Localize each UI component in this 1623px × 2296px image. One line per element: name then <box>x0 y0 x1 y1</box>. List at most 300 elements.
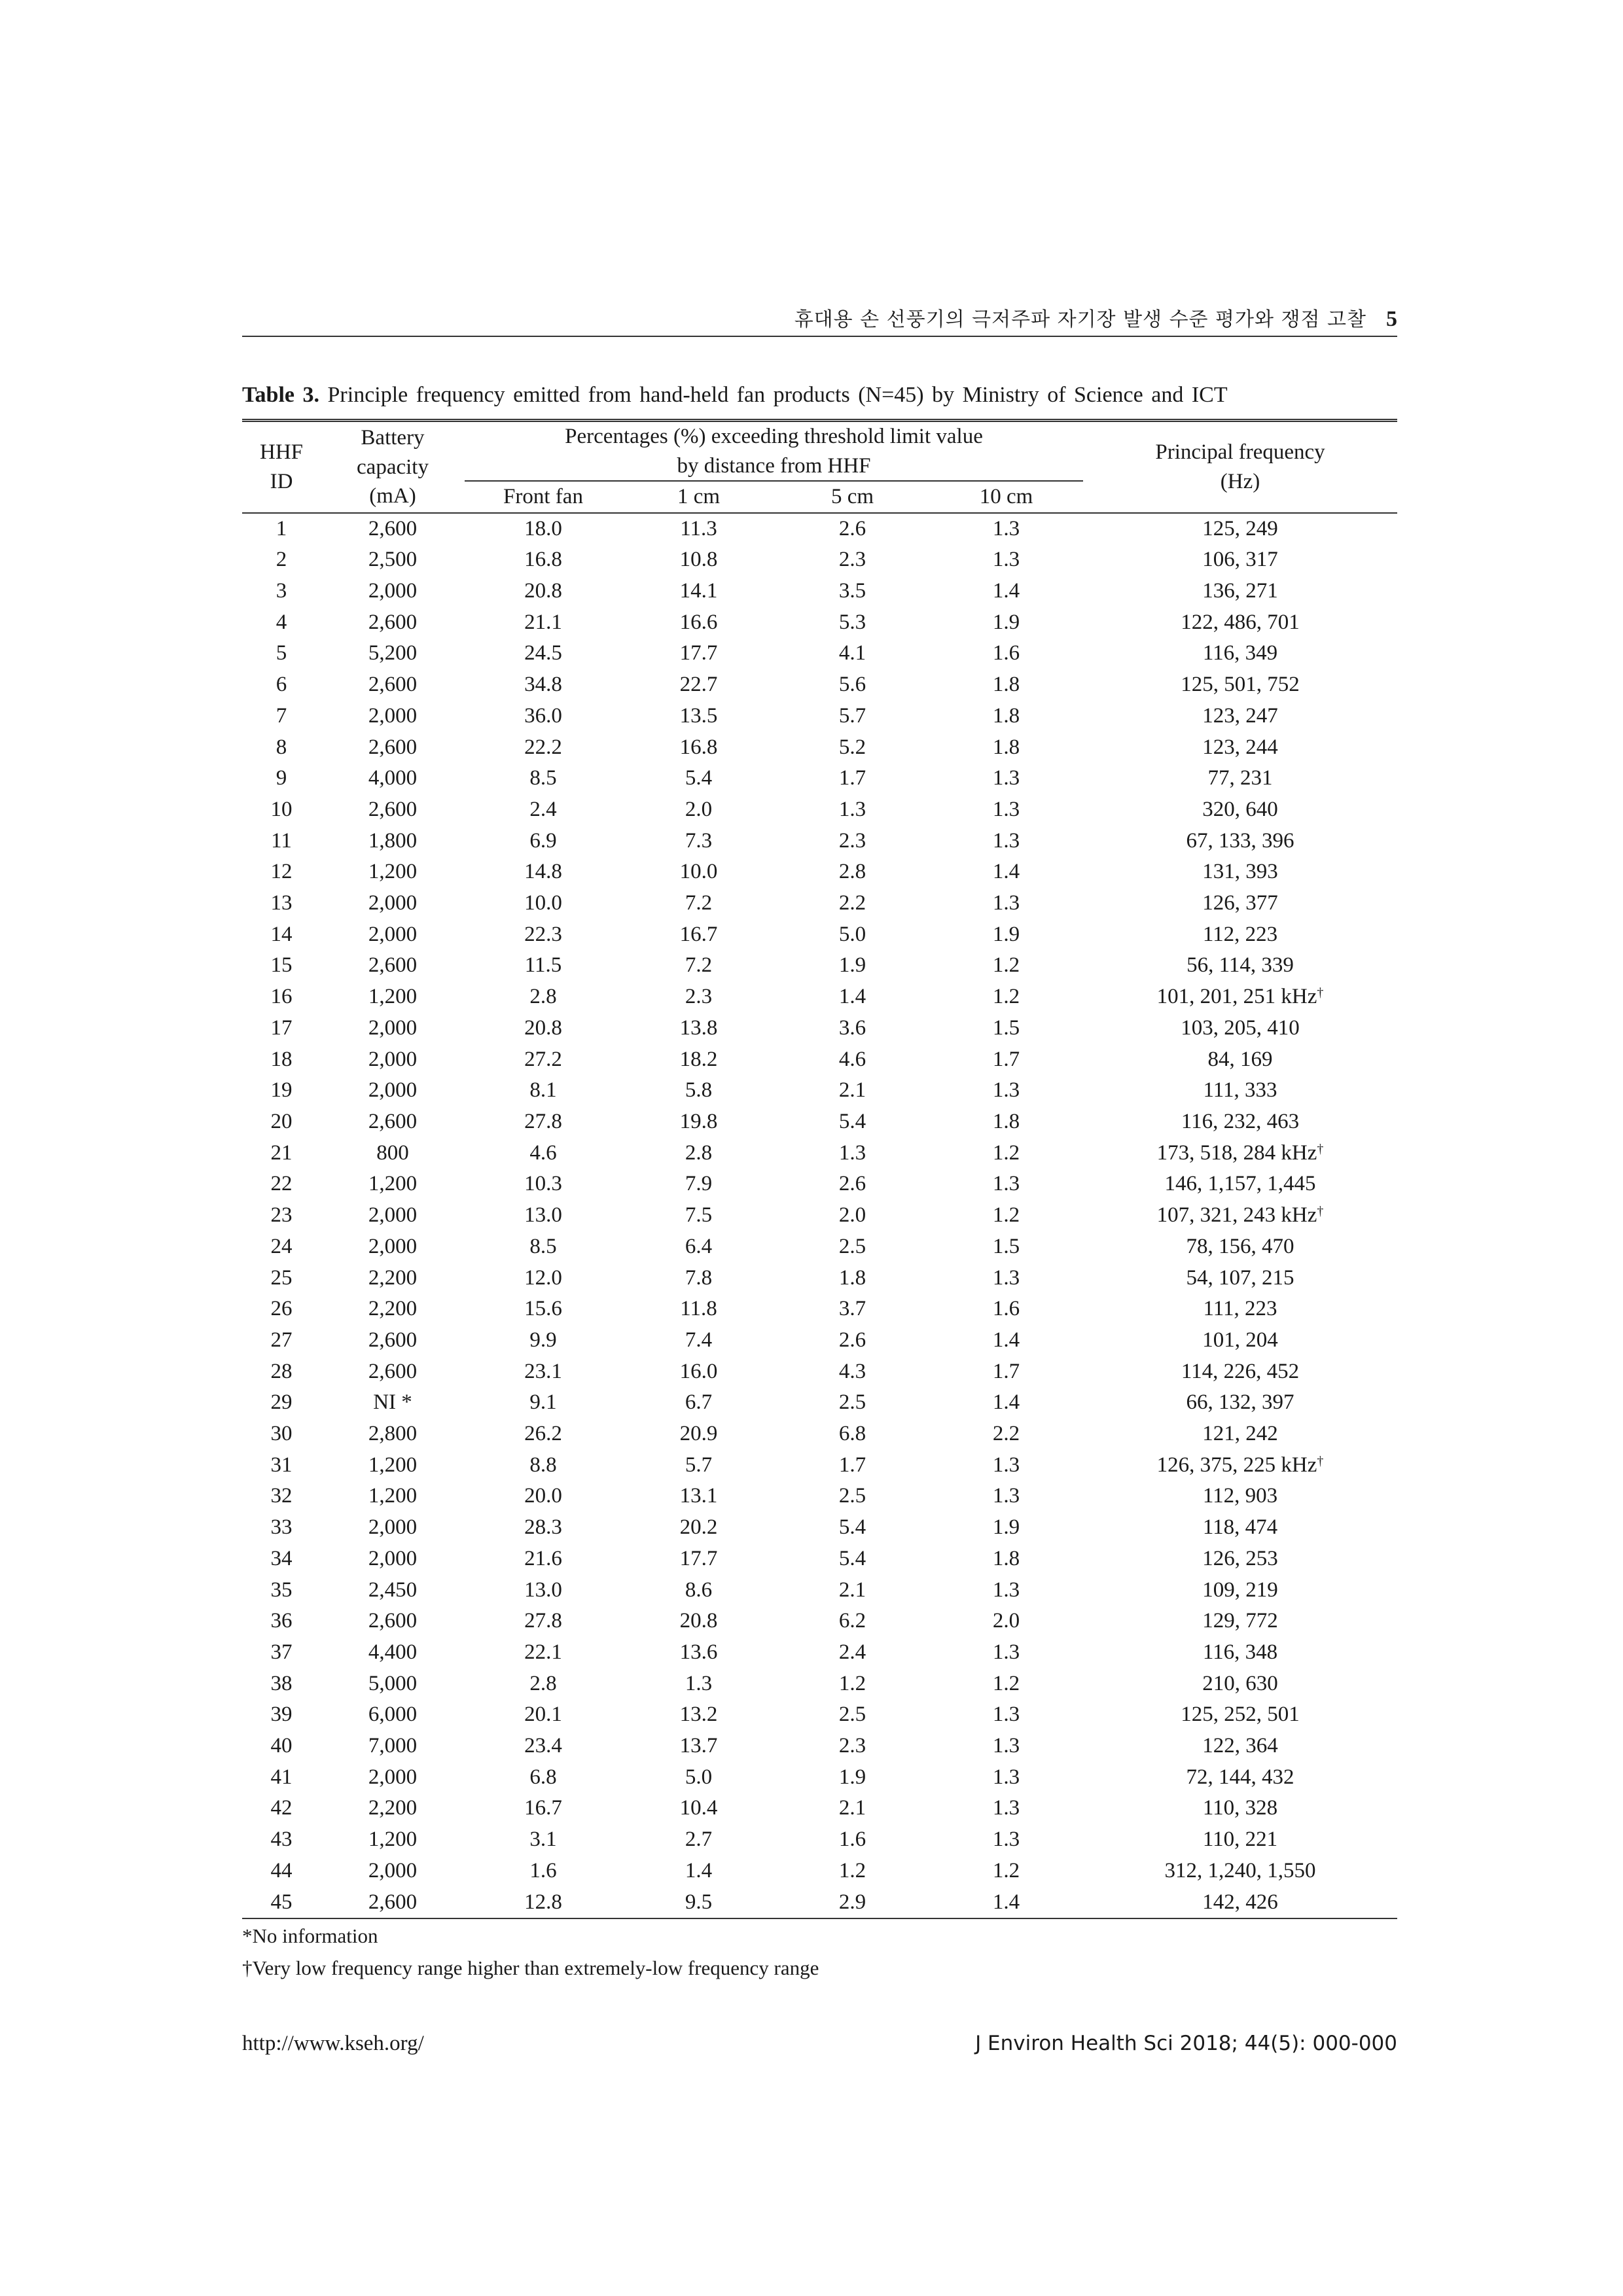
table-cell: 8.6 <box>685 1578 713 1602</box>
table-row <box>242 950 1397 981</box>
table-row <box>242 1419 1397 1450</box>
table-row <box>242 1138 1397 1169</box>
table-cell: 14.1 <box>679 579 718 603</box>
table-row <box>242 1699 1397 1731</box>
table-cell: 7.2 <box>685 953 713 978</box>
table-cell: 1.3 <box>992 1453 1020 1477</box>
table-cell: NI * <box>373 1390 412 1415</box>
table-cell: 4 <box>276 610 287 634</box>
table-cell: 1.2 <box>992 1140 1020 1165</box>
table-row <box>242 1013 1397 1044</box>
table-cell: 18 <box>270 1047 293 1071</box>
table-cell: 13.2 <box>679 1703 718 1727</box>
table-cell: 2.0 <box>992 1609 1020 1633</box>
table-cell: 2.4 <box>838 1640 866 1664</box>
table-cell: 2.8 <box>529 985 557 1009</box>
table-cell: 6.2 <box>838 1609 866 1633</box>
note-dagger: †Very low frequency range higher than extremely-low frequency range <box>242 1956 819 1980</box>
table-cell: 5.7 <box>685 1453 713 1477</box>
table-cell: 1.4 <box>992 1328 1020 1352</box>
table-cell: 2.5 <box>838 1484 866 1508</box>
table-cell: 21.6 <box>524 1546 562 1570</box>
table-cell: 1,200 <box>368 860 418 884</box>
table-cell: 5.2 <box>838 735 866 759</box>
table-cell: 110, 221 <box>1202 1828 1278 1852</box>
table-cell: 1.3 <box>685 1671 713 1695</box>
dagger-mark: † <box>1317 1141 1324 1156</box>
table-cell: 7.5 <box>685 1203 713 1227</box>
table-cell: 6.7 <box>685 1390 713 1415</box>
table-cell: 2,000 <box>368 1203 418 1227</box>
table-cell: 11.8 <box>680 1297 717 1321</box>
table-cell: 13.6 <box>679 1640 718 1664</box>
table-caption-text: Principle frequency emitted from hand-held fan products (N=45) by Ministry of Science and ICT <box>327 383 1228 407</box>
table-cell: 1.8 <box>838 1265 866 1290</box>
table-cell: 2,200 <box>368 1796 418 1820</box>
table-row <box>242 513 1397 545</box>
table-cell: 41 <box>270 1765 293 1789</box>
table-cell: 116, 232, 463 <box>1181 1110 1300 1133</box>
table-cell: 22.2 <box>524 735 562 759</box>
table-cell: 126, 377 <box>1202 891 1278 915</box>
table-cell: 1.4 <box>992 1390 1020 1415</box>
table-cell: 2,500 <box>368 548 418 572</box>
table-cell: 2.3 <box>838 548 866 572</box>
table-row <box>242 1200 1397 1231</box>
table-cell: 6.4 <box>685 1234 713 1258</box>
table-cell: 1.8 <box>992 1546 1020 1570</box>
page-footer <box>242 2032 1397 2056</box>
table-cell: 44 <box>270 1858 293 1882</box>
table-cell: 9.1 <box>529 1390 557 1415</box>
table-row <box>242 732 1397 764</box>
table-cell: 2.6 <box>838 516 866 540</box>
table-cell: 11 <box>271 828 292 853</box>
table-row <box>242 1044 1397 1076</box>
table-cell: 2,000 <box>368 891 418 915</box>
table-row <box>242 1075 1397 1106</box>
table-cell: 17.7 <box>679 641 718 665</box>
table-cell: 1.3 <box>992 1734 1020 1758</box>
table-cell: 114, 226, 452 <box>1181 1359 1300 1383</box>
table-cell: 1.7 <box>992 1359 1020 1383</box>
table-cell: 16 <box>270 985 293 1009</box>
table-cell: 20 <box>270 1110 293 1133</box>
table-cell: 1.7 <box>838 766 866 790</box>
table-cell: 3.7 <box>838 1297 866 1321</box>
table-cell: 2,000 <box>368 1047 418 1071</box>
table-cell: 15 <box>270 953 293 978</box>
table-cell: 2,600 <box>368 673 418 697</box>
table-cell: 126, 375, 225 kHz† <box>1156 1453 1324 1477</box>
table-cell: 1.9 <box>992 610 1020 634</box>
table-cell: 2.8 <box>838 860 866 884</box>
table-cell: 2.1 <box>838 1796 866 1820</box>
table-cell: 13.5 <box>679 703 718 728</box>
table-cell: 43 <box>270 1828 293 1852</box>
table-row <box>242 1325 1397 1356</box>
table-cell: 7.4 <box>685 1328 713 1352</box>
table-cell: 1.9 <box>992 922 1020 946</box>
table-cell: 5.0 <box>838 922 866 946</box>
header-group: Percentages (%) exceeding threshold limit value by distance from HHF <box>465 421 1083 482</box>
header-10cm: 10 cm <box>929 481 1083 513</box>
table-cell: 2,600 <box>368 1609 418 1633</box>
table-cell: 173, 518, 284 kHz† <box>1156 1140 1324 1165</box>
table-cell: 12.8 <box>465 1887 622 1919</box>
table-cell: 34 <box>270 1546 293 1570</box>
table-cell: 21 <box>270 1140 293 1165</box>
table-cell: 2,450 <box>368 1578 418 1602</box>
table-cell: 16.0 <box>679 1359 718 1383</box>
table-cell: 1.4 <box>929 1887 1083 1919</box>
frequency-table <box>242 419 1397 1919</box>
table-cell: 9.5 <box>622 1887 776 1919</box>
table-cell: 146, 1,157, 1,445 <box>1164 1172 1316 1196</box>
table-cell: 20.8 <box>524 579 562 603</box>
table-row <box>242 701 1397 732</box>
table-cell: 7.8 <box>685 1265 713 1290</box>
table-cell: 1.9 <box>838 953 866 978</box>
dagger-mark: † <box>1317 1453 1324 1468</box>
table-cell: 1.9 <box>838 1765 866 1789</box>
running-header <box>242 298 1397 337</box>
table-cell: 22.1 <box>524 1640 562 1664</box>
header-1cm: 1 cm <box>622 481 776 513</box>
table-row <box>242 794 1397 826</box>
table-cell: 4.1 <box>838 641 866 665</box>
table-cell: 129, 772 <box>1202 1609 1278 1633</box>
table-cell: 2,600 <box>368 1328 418 1352</box>
table-cell: 5.6 <box>838 673 866 697</box>
table-row <box>242 1387 1397 1419</box>
table-row <box>242 607 1397 639</box>
table-row <box>242 1856 1397 1887</box>
table-cell: 16.6 <box>679 610 718 634</box>
table-cell: 5 <box>276 641 287 665</box>
table-cell: 2.6 <box>838 1328 866 1352</box>
table-cell: 800 <box>376 1140 409 1165</box>
table-caption <box>242 383 1397 408</box>
table-cell: 1.7 <box>992 1047 1020 1071</box>
running-header-title: 휴대용 손 선풍기의 극저주파 자기장 발생 수준 평가와 쟁점 고찰 <box>794 308 1366 331</box>
table-row <box>242 1450 1397 1481</box>
table-row <box>242 1481 1397 1512</box>
table-row <box>242 888 1397 919</box>
table-cell: 2.6 <box>838 1172 866 1196</box>
table-cell: 142, 426 <box>1083 1887 1397 1919</box>
table-cell: 122, 364 <box>1202 1734 1278 1758</box>
table-cell: 4.3 <box>838 1359 866 1383</box>
table-cell: 1.9 <box>992 1515 1020 1540</box>
table-cell: 2,600 <box>368 953 418 978</box>
table-cell: 37 <box>270 1640 293 1664</box>
table-row <box>242 1263 1397 1294</box>
table-cell: 1,800 <box>368 828 418 853</box>
table-cell: 10.3 <box>524 1172 562 1196</box>
table-cell: 2,600 <box>368 1359 418 1383</box>
table-cell: 21.1 <box>524 610 562 634</box>
table-cell: 2,200 <box>368 1265 418 1290</box>
table-cell: 116, 349 <box>1202 641 1278 665</box>
table-cell: 1 <box>276 516 287 540</box>
table-cell: 6.9 <box>529 828 557 853</box>
table-cell: 1.7 <box>838 1453 866 1477</box>
table-cell: 27.8 <box>524 1110 562 1133</box>
table-row <box>242 857 1397 888</box>
table-cell: 103, 205, 410 <box>1181 1016 1300 1040</box>
table-cell: 3 <box>276 579 287 603</box>
table-cell: 1.5 <box>992 1234 1020 1258</box>
table-cell: 7,000 <box>368 1734 418 1758</box>
table-cell: 13.0 <box>524 1578 562 1602</box>
table-cell: 8.5 <box>529 1234 557 1258</box>
table-row <box>242 1669 1397 1700</box>
table-cell: 2,800 <box>368 1422 418 1446</box>
table-cell: 5.4 <box>838 1110 866 1133</box>
table-cell: 2,000 <box>368 1765 418 1789</box>
table-cell: 20.1 <box>524 1703 562 1727</box>
footer-journal: J Environ Health Sci 2018; 44(5): 000-000 <box>975 2032 1397 2055</box>
table-cell: 1.3 <box>992 548 1020 572</box>
table-cell: 2.9 <box>776 1887 929 1919</box>
table-cell: 22.7 <box>679 673 718 697</box>
table-cell: 45 <box>242 1887 321 1919</box>
table-row <box>242 1637 1397 1669</box>
table-cell: 2,000 <box>368 1515 418 1540</box>
table-row <box>242 1512 1397 1544</box>
table-cell: 77, 231 <box>1207 766 1273 790</box>
page-number: 5 <box>1386 307 1397 331</box>
table-cell: 9 <box>276 766 287 790</box>
table-cell: 26.2 <box>524 1422 562 1446</box>
table-row <box>242 1294 1397 1325</box>
table-cell: 1.3 <box>992 1796 1020 1820</box>
table-cell: 5.7 <box>838 703 866 728</box>
table-cell: 111, 333 <box>1203 1078 1277 1103</box>
table-cell: 78, 156, 470 <box>1186 1234 1294 1258</box>
header-5cm: 5 cm <box>776 481 929 513</box>
table-cell: 20.9 <box>679 1422 718 1446</box>
table-cell: 3.6 <box>838 1016 866 1040</box>
table-cell: 13 <box>270 891 293 915</box>
table-label: Table 3. <box>242 383 320 407</box>
table-row <box>242 826 1397 857</box>
table-cell: 14 <box>270 922 293 946</box>
table-cell: 6,000 <box>368 1703 418 1727</box>
table-cell: 4.6 <box>529 1140 557 1165</box>
table-cell: 2,000 <box>368 1078 418 1103</box>
table-cell: 1.3 <box>838 797 866 821</box>
table-cell: 6 <box>276 673 287 697</box>
table-cell: 125, 501, 752 <box>1181 673 1300 697</box>
table-cell: 1,200 <box>368 985 418 1009</box>
table-cell: 20.2 <box>679 1515 718 1540</box>
table-cell: 24 <box>270 1234 293 1258</box>
table-cell: 27 <box>270 1328 293 1352</box>
table-row <box>242 638 1397 669</box>
footer-url[interactable]: http://www.kseh.org/ <box>242 2032 424 2055</box>
table-cell: 1.3 <box>992 1640 1020 1664</box>
table-cell: 16.7 <box>524 1796 562 1820</box>
table-cell: 19 <box>270 1078 293 1103</box>
table-cell: 1,200 <box>368 1484 418 1508</box>
table-cell: 10.4 <box>679 1796 718 1820</box>
table-cell: 1,200 <box>368 1172 418 1196</box>
table-cell: 2.1 <box>838 1578 866 1602</box>
table-cell: 11.3 <box>680 516 717 540</box>
table-cell: 5.3 <box>838 610 866 634</box>
table-cell: 106, 317 <box>1202 548 1278 572</box>
table-row <box>242 1231 1397 1263</box>
table-cell: 2.5 <box>838 1390 866 1415</box>
table-cell: 136, 271 <box>1202 579 1278 603</box>
table-cell: 16.8 <box>679 735 718 759</box>
table-cell: 125, 252, 501 <box>1181 1703 1300 1727</box>
table-cell: 109, 219 <box>1202 1578 1278 1602</box>
table-cell: 1.5 <box>992 1016 1020 1040</box>
table-row <box>242 1824 1397 1856</box>
table-row <box>242 1575 1397 1606</box>
table-cell: 14.8 <box>524 860 562 884</box>
table-cell: 1.6 <box>992 641 1020 665</box>
table-cell: 24.5 <box>524 641 562 665</box>
table-cell: 2,600 <box>368 1110 418 1133</box>
table-row <box>242 1169 1397 1200</box>
table-cell: 39 <box>270 1703 293 1727</box>
table-cell: 56, 114, 339 <box>1186 953 1294 978</box>
table-cell: 2.3 <box>685 985 713 1009</box>
table-cell: 8.1 <box>529 1078 557 1103</box>
table-cell: 4.6 <box>838 1047 866 1071</box>
table-cell: 2.4 <box>529 797 557 821</box>
table-cell: 17 <box>270 1016 293 1040</box>
table-cell: 1.3 <box>992 1484 1020 1508</box>
header-battery: Battery capacity (mA) <box>321 421 465 513</box>
table-cell: 1.4 <box>992 860 1020 884</box>
table-cell: 7.9 <box>685 1172 713 1196</box>
table-cell: 1.4 <box>838 985 866 1009</box>
table-cell: 20.8 <box>679 1609 718 1633</box>
table-cell: 36 <box>270 1609 293 1633</box>
table-cell: 13.7 <box>679 1734 718 1758</box>
table-cell: 112, 903 <box>1202 1484 1278 1508</box>
table-cell: 7.3 <box>685 828 713 853</box>
table-cell: 1.3 <box>992 1765 1020 1789</box>
table-cell: 2,600 <box>368 797 418 821</box>
table-cell: 125, 249 <box>1202 516 1278 540</box>
table-cell: 1.3 <box>992 891 1020 915</box>
table-cell: 1.8 <box>992 673 1020 697</box>
table-cell: 6.8 <box>838 1422 866 1446</box>
table-cell: 1.6 <box>838 1828 866 1852</box>
table-cell: 10.8 <box>679 548 718 572</box>
table-cell: 20.0 <box>524 1484 562 1508</box>
table-row <box>242 981 1397 1013</box>
table-cell: 12.0 <box>524 1265 562 1290</box>
table-row <box>242 1106 1397 1138</box>
table-cell: 11.5 <box>524 953 562 978</box>
table-cell: 2,000 <box>368 1546 418 1570</box>
table-cell: 2.5 <box>838 1234 866 1258</box>
table-cell: 23.1 <box>524 1359 562 1383</box>
table-cell: 6.8 <box>529 1765 557 1789</box>
table-row <box>242 1544 1397 1575</box>
table-row <box>242 576 1397 607</box>
table-cell: 20.8 <box>524 1016 562 1040</box>
table-cell: 30 <box>270 1422 293 1446</box>
table-cell: 1.2 <box>838 1671 866 1695</box>
table-cell: 2,600 <box>368 516 418 540</box>
table-cell: 1.3 <box>992 516 1020 540</box>
table-cell: 2.0 <box>685 797 713 821</box>
table-cell: 1.3 <box>992 1828 1020 1852</box>
table-cell: 2.5 <box>838 1703 866 1727</box>
table-cell: 4,000 <box>368 766 418 790</box>
table-cell: 1.3 <box>838 1140 866 1165</box>
table-cell: 1.3 <box>992 1078 1020 1103</box>
table-cell: 1.2 <box>992 985 1020 1009</box>
table-cell: 2,200 <box>368 1297 418 1321</box>
table-cell: 101, 201, 251 kHz† <box>1156 985 1324 1009</box>
table-cell: 123, 244 <box>1202 735 1278 759</box>
table-cell: 28.3 <box>524 1515 562 1540</box>
table-cell: 13.1 <box>679 1484 718 1508</box>
table-cell: 2 <box>276 548 287 572</box>
table-cell: 8.8 <box>529 1453 557 1477</box>
table-row <box>242 1762 1397 1793</box>
table-cell: 126, 253 <box>1202 1546 1278 1570</box>
header-front-fan: Front fan <box>465 481 622 513</box>
table-row <box>242 1606 1397 1637</box>
table-cell: 36.0 <box>524 703 562 728</box>
table-cell: 2,000 <box>368 703 418 728</box>
table-cell: 10.0 <box>524 891 562 915</box>
table-cell: 33 <box>270 1515 293 1540</box>
table-cell: 23.4 <box>524 1734 562 1758</box>
table-cell: 2.8 <box>685 1140 713 1165</box>
table-cell: 31 <box>270 1453 293 1477</box>
table-container <box>242 419 1397 1983</box>
table-cell: 12 <box>270 860 293 884</box>
table-cell: 2,000 <box>368 579 418 603</box>
table-cell: 67, 133, 396 <box>1186 828 1294 853</box>
table-cell: 1.8 <box>992 1110 1020 1133</box>
table-cell: 1.2 <box>838 1858 866 1882</box>
table-cell: 101, 204 <box>1202 1328 1278 1352</box>
table-cell: 1.3 <box>992 1578 1020 1602</box>
table-cell: 32 <box>270 1484 293 1508</box>
table-cell: 320, 640 <box>1202 797 1278 821</box>
header-id: HHF ID <box>242 421 321 513</box>
table-row <box>242 1793 1397 1824</box>
table-cell: 54, 107, 215 <box>1186 1265 1294 1290</box>
table-cell: 13.8 <box>679 1016 718 1040</box>
table-cell: 26 <box>270 1297 293 1321</box>
table-cell: 2.7 <box>685 1828 713 1852</box>
table-cell: 1.3 <box>992 1172 1020 1196</box>
table-cell: 2,600 <box>368 735 418 759</box>
table-cell: 35 <box>270 1578 293 1602</box>
table-cell: 10 <box>270 797 293 821</box>
table-cell: 1.8 <box>992 735 1020 759</box>
table-cell: 1.2 <box>992 1203 1020 1227</box>
table-cell: 29 <box>270 1390 293 1415</box>
table-cell: 123, 247 <box>1202 703 1278 728</box>
table-cell: 8 <box>276 735 287 759</box>
table-cell: 2.3 <box>838 1734 866 1758</box>
table-cell: 1.3 <box>992 766 1020 790</box>
